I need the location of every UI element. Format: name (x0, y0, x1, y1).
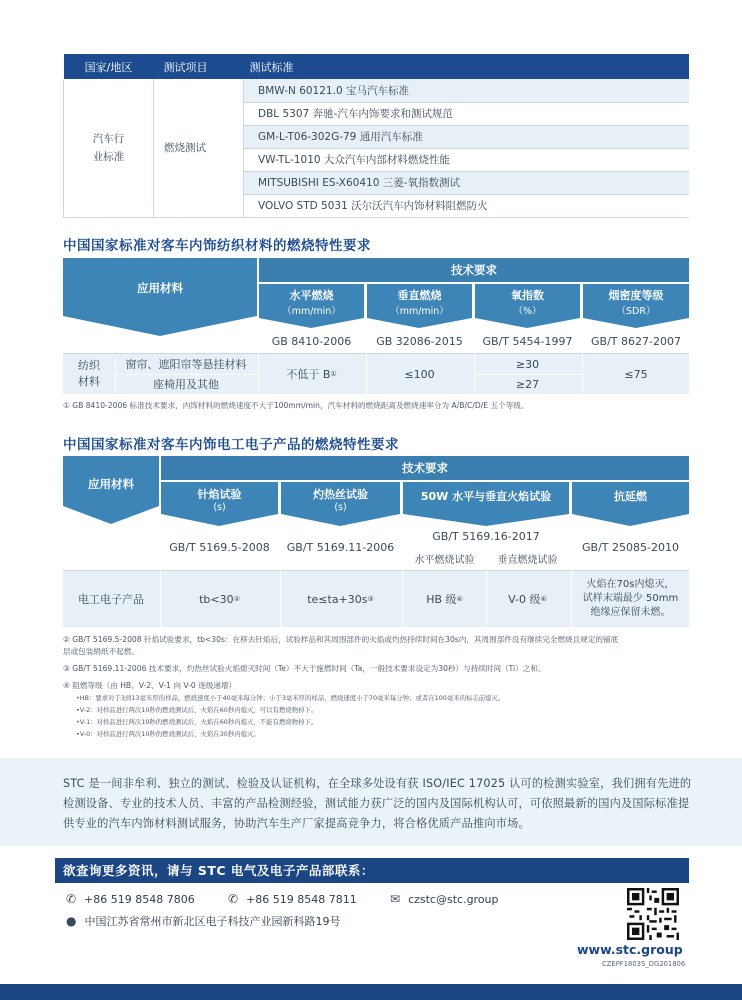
sub-vertical: 垂直燃烧试验 (497, 554, 558, 566)
std-glow: GB/T 5169.11-2006 (286, 540, 395, 554)
standard-cell: DBL 5307 奔驰-汽车内饰要求和测试规范 (244, 102, 690, 125)
std-anti: GB/T 25085-2010 (582, 540, 679, 554)
standard-cell: GM-L-T06-302G-79 通用汽车标准 (244, 125, 690, 148)
row-curtain: 窗帘、遮阳帘等悬挂材料 (125, 358, 247, 371)
std-horizontal: GB 8410-2006 (271, 334, 352, 348)
row-group-textile: 纺织 材料 (78, 359, 100, 388)
standard-cell: MITSUBISHI ES-X60410 三菱-氧指数测试 (244, 171, 690, 194)
location-pin-icon: ● (66, 914, 77, 928)
table-header-row (64, 54, 690, 79)
val-v0: V-0 级 ④ (508, 593, 547, 606)
col-vertical: 垂直燃烧 （mm/min） (390, 289, 449, 317)
test-item-cell: 燃烧测试 (154, 79, 244, 217)
phone-icon: ✆ (66, 892, 77, 906)
val-horizontal: 不低于 B ① (286, 368, 337, 381)
address: ● 中国江苏省常州市新北区电子科技产业园新科路19号 (66, 914, 341, 928)
note-v2: •V-2：对样品进行两次10秒的燃烧测试后，火焰在60秒内熄灭，可以有燃烧物掉下。 (76, 706, 318, 714)
test-standards-table (63, 54, 689, 218)
note-2a: ② GB/T 5169.5-2008 针焰试验要求，tb<30s：在移去针焰后，试验样品和其周围部件的火焰或灼热持续时间在30s内，其周围部件没有继续完全燃烧且规定的铺底 (63, 635, 619, 644)
website[interactable]: www.stc.group (577, 942, 683, 957)
doc-code: CZEPF1803S_DG201806 (602, 960, 686, 968)
header-region: 国家/地区 (64, 54, 154, 79)
phone-icon: ✆ (228, 892, 239, 906)
app-material-header: 应用材料 (137, 281, 183, 295)
section2-note: ① GB 8410-2006 标准技术要求，内饰材料的燃烧速度不大于100mm/min，汽车材料的燃烧距离及燃烧速率分为 A/B/C/D/E 五个等级。 (63, 401, 529, 410)
sub-horizontal: 水平燃烧试验 (414, 554, 475, 566)
note-v1: •V-1：对样品进行两次10秒的燃烧测试后，火焰在60秒内熄灭，不能有燃烧物掉下。 (76, 718, 318, 726)
header-item: 测试项目 (154, 54, 244, 79)
note-v0: •V-0：对样品进行两次10秒的燃烧测试后，火焰在30秒内熄灭。 (76, 730, 260, 738)
col-glow: 灼热丝试验 (s) (313, 487, 368, 513)
fax-contact[interactable]: ✆ +86 519 8548 7811 (228, 892, 357, 906)
tech-req-header: 技术要求 (259, 258, 689, 282)
std-oxygen: GB/T 5454-1997 (482, 334, 573, 348)
val-oxygen-2: ≥27 (515, 377, 540, 391)
val-glow: te≤ta+30s ③ (307, 592, 374, 606)
col-50w: 50W 水平与垂直火焰试验 (420, 490, 552, 503)
footer-band (0, 984, 742, 1000)
email-icon: ✉ (390, 892, 401, 906)
col-needle: 针焰试验 (s) (197, 487, 242, 513)
about-panel (0, 758, 742, 846)
col-oxygen: 氧指数 （%） (511, 289, 544, 317)
note-2b: 层或包装绢纸不起燃。 (63, 647, 139, 656)
std-smoke: GB/T 8627-2007 (591, 334, 681, 348)
row-seat: 座椅用及其他 (153, 378, 219, 391)
phone-contact[interactable]: ✆ +86 519 8548 7806 (66, 892, 195, 906)
std-vertical: GB 32086-2015 (376, 334, 463, 348)
about-text: STC 是一间非牟利、独立的测试、检验及认证机构，在全球多处设有获 ISO/IEC 17025 认可的检测实验室，我们拥有先进的检测设备、专业的技术人员、丰富的产品检测经验，测试能力获广泛的国内及国际机构认可，可依照最新的国内及国际标准提供专业的汽车内饰材料测试服务，协助汽车生产厂家提高竞争力，将合格优质产品推向市场。 (63, 777, 692, 830)
region-cell: 汽车行 业标准 (64, 79, 154, 217)
col-anti: 抗延燃 (614, 490, 647, 503)
standard-cell: VW-TL-1010 大众汽车内部材料燃烧性能 (244, 148, 690, 171)
standard-cell: BMW-N 60121.0 宝马汽车标准 (244, 79, 690, 102)
table-row (64, 79, 690, 102)
note-hb: •HB：要求对于3到13毫米厚的样品，燃烧速度小于40毫米每分钟；小于3毫米厚的样品，燃烧速度小于70毫米每分钟；或者在100毫米的标志前熄灭。 (76, 694, 505, 702)
val-oxygen-1: ≥30 (515, 357, 540, 371)
val-anti: 火焰在70s内熄灭， 试样末端最少 50mm 绝缘应保留未燃。 (582, 579, 679, 618)
row-electronic: 电工电子产品 (78, 593, 144, 606)
app-material-header-2: 应用材料 (88, 477, 134, 491)
qr-code[interactable] (627, 888, 679, 940)
val-hb: HB 级 ④ (426, 593, 463, 606)
val-vertical: ≤100 (404, 367, 435, 381)
val-needle: tb<30 ② (199, 592, 240, 606)
tech-req-header-2: 技术要求 (161, 456, 689, 480)
note-3: ③ GB/T 5169.11-2006 技术要求，灼热丝试验火焰熄灭时间（Te）不大于施燃时间（Ta，一般技术要求设定为30秒）与持续时间（Ti）之和。 (63, 664, 546, 673)
col-horizontal: 水平燃烧 （mm/min） (282, 289, 341, 317)
contact-bar: 欲查询更多资讯，请与 STC 电气及电子产品部联系： (55, 858, 689, 883)
std-50w: GB/T 5169.16-2017 (432, 529, 540, 543)
header-standard: 测试标准 (244, 54, 690, 79)
std-needle: GB/T 5169.5-2008 (169, 540, 270, 554)
section3-title: 中国国家标准对客车内饰电工电子产品的燃烧特性要求 (63, 437, 399, 453)
section2-title: 中国国家标准对客车内饰纺织材料的燃烧特性要求 (63, 238, 371, 254)
note-4: ④ 阻燃等级（由 HB、V-2、V-1 向 V-0 逐级递增） (63, 681, 237, 690)
email-contact[interactable]: ✉ czstc@stc.group (390, 892, 499, 906)
val-smoke: ≤75 (624, 367, 648, 381)
col-smoke: 烟密度等级 （SDR） (608, 289, 664, 317)
standard-cell: VOLVO STD 5031 沃尔沃汽车内饰材料阻燃防火 (244, 194, 690, 217)
